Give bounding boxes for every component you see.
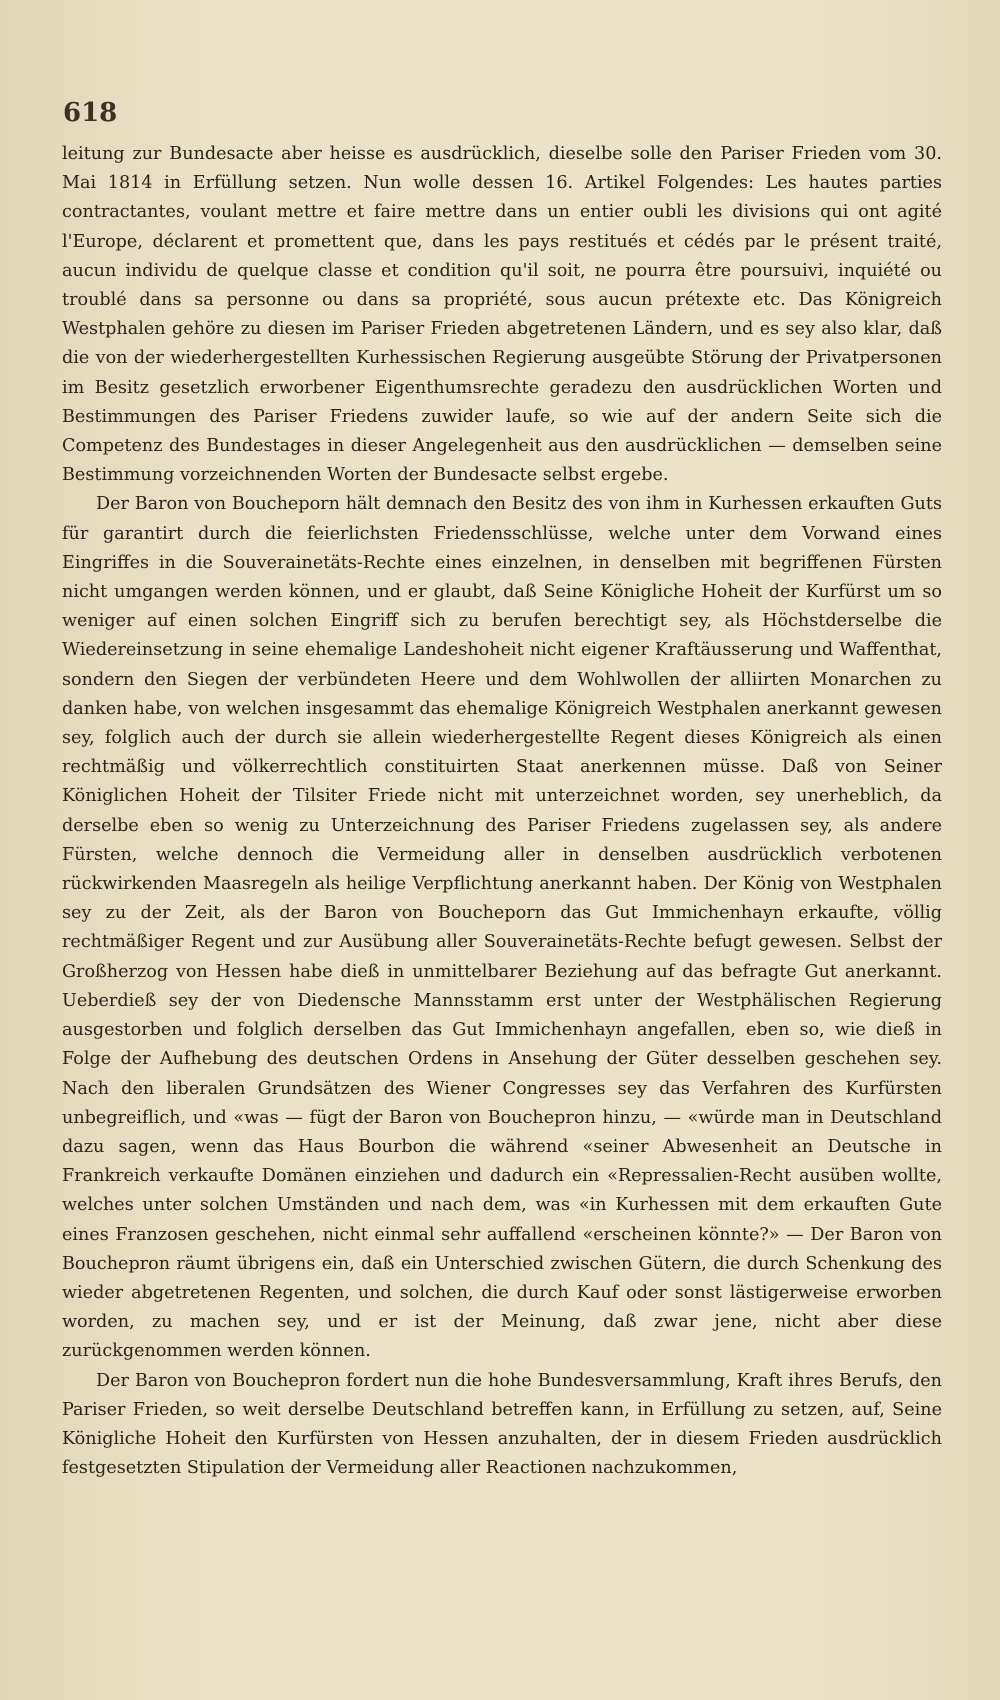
paragraph-1: leitung zur Bundesacte aber heisse es ausdrücklich, dieselbe solle den Pariser Frieden vom 30. Mai 1814 in Erfüllung setzen. Nun wolle dessen 16. Artikel Folgendes: Les hautes parties contractantes, voulant mettre et faire mettre dans un entier oubli les divisions qui ont agité l'Europe, déclarent et promettent que, dans les pays restitués et cédés par le présent traité, aucun individu de quelque classe et condition qu'il soit, ne pourra être poursuivi, inquiété ou troublé dans sa personne ou dans sa propriété, sous aucun prétexte etc. Das Königreich Westphalen gehöre zu diesen im Pariser Frieden abgetretenen Ländern, und es sey also klar, daß die von der wiederhergestellten Kurhessischen Regierung ausgeübte Störung der Privatpersonen im Besitz gesetzlich erworbener Eigenthumsrechte geradezu den ausdrücklichen Worten und Bestimmungen des Pariser Friedens zuwider laufe, so wie auf der andern Seite sich die Competenz des Bundestages in dieser Angelegenheit aus den ausdrücklichen — demselben seine Bestimmung vorzeichnenden Worten der Bundesacte selbst ergebe. [62, 144, 942, 486]
paragraph-3: Der Baron von Bouchepron fordert nun die hohe Bundesversammlung, Kraft ihres Berufs, den Pariser Frieden, so weit derselbe Deutschland betreffen kann, in Erfüllung zu setzen, auf, Seine Königliche Hoheit den Kurfürsten von Hessen anzuhalten, der in diesem Frieden ausdrücklich festgesetzten Stipulation der Vermeidung aller Reactionen nachzukommen, [62, 1370, 942, 1479]
paragraph-2: Der Baron von Boucheporn hält demnach den Besitz des von ihm in Kurhessen erkauften Guts für garantirt durch die feierlichsten Friedensschlüsse, welche unter dem Vorwand eines Eingriffes in die Souverainetäts-Rechte eines einzelnen, in denselben mit begriffenen Fürsten nicht umgangen werden können, und er glaubt, daß Seine Königliche Hoheit der Kurfürst um so weniger auf einen solchen Eingriff sich zu berufen berechtigt sey, als Höchstderselbe die Wiedereinsetzung in seine ehemalige Landeshoheit nicht eigener Kraftäusserung und Waffenthat, sondern den Siegen der verbündeten Heere und dem Wohlwollen der alliirten Monarchen zu danken habe, von welchen insgesammt das ehemalige Königreich Westphalen anerkannt gewesen sey, folglich auch der durch sie allein wiederhergestellte Regent dieses Königreich als einen rechtmäßig und völkerrechtlich constituirten Staat anerkennen müsse. Daß von Seiner Königlichen Hoheit der Tilsiter Friede nicht mit unterzeichnet worden, sey unerheblich, da derselbe eben so wenig zu Unterzeichnung des Pariser Friedens zugelassen sey, als andere Fürsten, welche dennoch die Vermeidung aller in denselben ausdrücklich verbotenen rückwirkenden Maasregeln als heilige Verpflichtung anerkannt haben. Der König von Westphalen sey zu der Zeit, als der Baron von Boucheporn das Gut Immichenhayn erkaufte, völlig rechtmäßiger Regent und zur Ausübung aller Souverainetäts-Rechte befugt gewesen. Selbst der Großherzog von Hessen habe dieß in unmittelbarer Beziehung auf das befragte Gut anerkannt. Ueberdieß sey der von Diedensche Mannsstamm erst unter der Westphälischen Regierung ausgestorben und folglich derselben das Gut Immichenhayn angefallen, eben so, wie dieß in Folge der Aufhebung des deutschen Ordens in Ansehung der Güter desselben geschehen sey. Nach den liberalen Grundsätzen des Wiener Congresses sey das Verfahren des Kurfürsten unbegreiflich, und «was — fügt der Baron von Bouchepron hinzu, — «würde man in Deutschland dazu sagen, wenn das Haus Bourbon die während «seiner Abwesenheit an Deutsche in Frankreich verkaufte Domänen einziehen und dadurch ein «Repressalien-Recht ausüben wollte, welches unter solchen Umständen und nach dem, was «in Kurhessen mit dem erkauften Gute eines Franzosen geschehen, nicht einmal sehr auffallend «erscheinen könnte?» — Der Baron von Bouchepron räumt übrigens ein, daß ein Unterschied zwischen Gütern, die durch Schenkung des wieder abgetretenen Regenten, und solchen, die durch Kauf oder sonst lästigerweise erworben worden, zu machen sey, und er ist der Meinung, daß zwar jene, nicht aber diese zurückgenommen werden können. [62, 494, 942, 1362]
page-number: 618 [63, 98, 118, 128]
text-body [62, 140, 942, 1483]
